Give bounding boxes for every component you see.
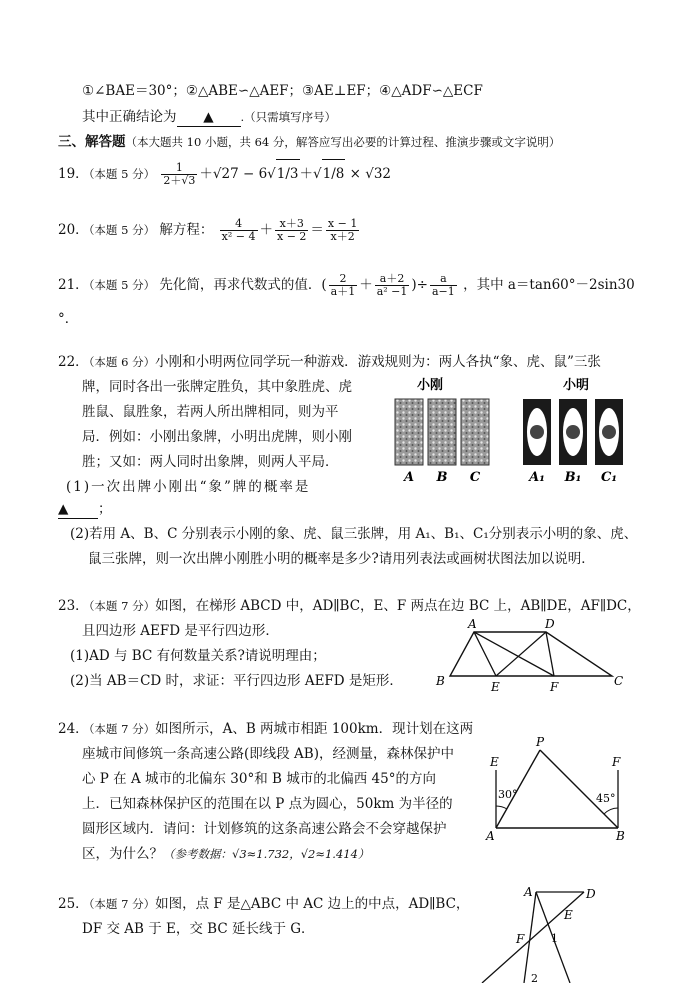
q22-sub-2-line-2: 鼠三张牌，则一次出牌小刚胜小明的概率是多少?请用列表法或画树状图法加以说明． — [88, 551, 595, 567]
q22-sub-1-answer — [58, 500, 112, 519]
q23-sub-2: (2)当 AB＝CD 时，求证：平行四边形 AEFD 是矩形． — [70, 673, 403, 689]
q21 — [58, 270, 635, 300]
q25-label-a: A — [524, 885, 533, 899]
q20 — [58, 215, 361, 245]
q21-num: 21． — [58, 277, 89, 293]
q21-frac-2: $\frac{a+2}{\text{a² −1}}$ — [376, 272, 408, 298]
q24-angle-arc-a — [496, 806, 507, 809]
q19-fraction: $\frac{1}{2+√3}$ — [163, 161, 196, 187]
q25-figure — [478, 882, 618, 983]
q25-segment-dg — [482, 892, 584, 983]
q24-label-p: P — [536, 735, 545, 749]
q20-num: 20． — [58, 222, 89, 238]
q24-line-6 — [82, 845, 369, 863]
q24-label-e: E — [490, 755, 499, 769]
q23-label-b: B — [436, 674, 445, 688]
q24-line-5: 圆形区域内．请问：计划修筑的这条高速公路会不会穿越保护 — [82, 821, 447, 837]
q21-score: （本题 5 分） — [88, 278, 156, 292]
q19: 19．（本题 5 分） $\frac{1}{2+√3}$ ＋√27 − 6√1/3＋√1/8 × √32 — [58, 161, 392, 187]
q23-label-f: F — [550, 680, 559, 694]
q22-score: （本题 6 分） — [88, 355, 156, 369]
q20-eq: ＝ — [310, 222, 324, 238]
q24-label-f: F — [612, 755, 621, 769]
q24-line-2: 座城市间修筑一条高速公路(即线段 AB)，经测量，森林保护中 — [82, 746, 454, 762]
q19-sqrt-2: 1/8 — [322, 159, 346, 188]
q19-plus: ＋ — [299, 166, 313, 182]
q21-div: )÷ — [411, 277, 428, 293]
q25-label-2: 2 — [531, 972, 538, 983]
q23-label-e: E — [491, 680, 500, 694]
q22-label-a: A — [403, 470, 415, 485]
q19-num: 19． — [58, 166, 89, 182]
q20-frac-2: $\frac{x+3}{x - 2}$ — [277, 217, 307, 243]
q22-label-b1: B₁ — [564, 470, 582, 485]
q22-card-c — [461, 399, 489, 465]
q24-score: （本题 7 分） — [88, 722, 156, 736]
q24-line-1 — [58, 720, 473, 738]
q24-label-a: A — [486, 829, 495, 843]
q24-triangle-figure — [484, 732, 634, 844]
section3-title: 三、解答题 — [58, 134, 126, 150]
q20-lead: 解方程： — [159, 222, 214, 238]
q22-card-a — [395, 399, 423, 465]
q21-frac-3: $\frac{a}{a-1}$ — [432, 272, 455, 298]
q22-label-a1: A₁ — [529, 470, 545, 485]
q22-sub-2-line-1: (2)若用 A、B、C 分别表示小刚的象、虎、鼠三张牌，用 A₁、B₁、C₁分别表示小明的象、虎、 — [70, 526, 638, 542]
q22-sub-1: (1)一次出牌小刚出“象”牌的概率是 — [66, 479, 311, 495]
section3-note: （本大题共 10 小题，共 64 分，解答应写出必要的计算过程、推演步骤或文字说明） — [125, 135, 561, 149]
q18-options: ①∠BAE＝30°；②△ABE∽△AEF；③AE⊥EF；④△ADF∽△ECF — [82, 83, 483, 99]
q25-score: （本题 7 分） — [88, 897, 156, 911]
q23-label-c: C — [614, 674, 624, 688]
q23-label-d: D — [545, 618, 555, 631]
q25-label-d: D — [586, 887, 596, 901]
q24-label-b: B — [616, 829, 625, 843]
q24-angle-30: 30° — [498, 788, 518, 801]
q25-segment-ac — [524, 892, 536, 983]
q20-op: ＋ — [259, 222, 273, 238]
q24-reference: （参考数据：√3≈1.732，√2≈1.414） — [163, 847, 370, 861]
q22-label-b: B — [436, 470, 448, 485]
q23-trapezoid — [450, 632, 612, 676]
q22-fig-title-left: 小刚 — [416, 378, 444, 393]
q23-line-1 — [58, 597, 641, 615]
q25-label-f: F — [516, 932, 525, 946]
q21-op: ＋ — [359, 277, 373, 293]
q23-trapezoid-figure — [430, 618, 630, 696]
q22-sub-1-end: ； — [98, 501, 112, 517]
q21-frac-1: $\frac{2}{a+1}$ — [330, 272, 356, 298]
q24-text-1: 如图所示，A、B 两城市相距 100km．现计划在这两 — [155, 721, 474, 737]
q22-line-2: 牌，同时各出一张牌定胜负，其中象胜虎、虎 — [82, 379, 352, 395]
q21-tail-2: °． — [58, 311, 79, 327]
q19-term-2: ＋√27 − 6 — [199, 166, 268, 182]
q20-frac-3: $\frac{x - 1}{x+2}$ — [327, 217, 358, 243]
q23-line-2: 且四边形 AEFD 是平行四边形． — [82, 623, 279, 639]
q24-line-3: 心 P 在 A 城市的北偏东 30°和 B 城市的北偏西 45°的方向 — [82, 771, 436, 787]
q23-label-a: A — [468, 618, 477, 631]
q22-num: 22． — [58, 354, 89, 370]
q22-line-1 — [58, 353, 601, 371]
q19-score: （本题 5 分） — [88, 167, 156, 181]
q22-fig-title-right: 小明 — [562, 378, 590, 393]
q18-answer-suffix: .（只需填写序号） — [240, 110, 337, 124]
q23-num: 23． — [58, 598, 89, 614]
q22-text-1: 小刚和小明两位同学玩一种游戏．游戏规则为：两人各执“象、虎、鼠”三张 — [155, 354, 601, 370]
section3-header — [58, 133, 560, 151]
q23-score: （本题 7 分） — [88, 599, 156, 613]
q22-card-figure — [390, 375, 646, 487]
q18-answer-line — [82, 108, 336, 127]
q20-frac-1: $\frac{4}{\text{x² − 4}}$ — [221, 217, 256, 243]
q25-label-e: E — [564, 908, 573, 922]
q18-answer-blank: ▲ — [177, 108, 241, 127]
q19-tail: × √32 — [349, 166, 392, 182]
q22-card-b — [428, 399, 456, 465]
q22-label-c: C — [469, 470, 481, 485]
q21-tail: ，其中 a＝tan60°－2sin30 — [463, 277, 635, 293]
q24-segment-bp — [540, 750, 618, 828]
q23-text-1: 如图，在梯形 ABCD 中，AD∥BC，E、F 两点在边 BC 上，AB∥DE，AF∥DC， — [155, 598, 641, 614]
q19-sqrt-1: 1/3 — [276, 159, 300, 188]
q22-line-3: 胜鼠、鼠胜象，若两人所出牌相同，则为平 — [82, 404, 339, 420]
q25-label-1: 1 — [551, 932, 558, 945]
q21-lead: 先化简，再求代数式的值．( — [159, 277, 327, 293]
q20-score: （本题 5 分） — [88, 223, 156, 237]
q22-line-4: 局．例如：小刚出象牌，小明出虎牌，则小刚 — [82, 429, 352, 445]
q25-text-1: 如图，点 F 是△ABC 中 AC 边上的中点，AD∥BC， — [155, 896, 470, 912]
q22-line-5: 胜；又如：两人同时出象牌，则两人平局． — [82, 454, 339, 470]
q23-line-df — [546, 632, 554, 676]
q24-line-4: 上．已知森林保护区的范围在以 P 点为圆心，50km 为半径的 — [82, 796, 453, 812]
q24-num: 24． — [58, 721, 89, 737]
q24-angle-arc-b — [604, 808, 618, 814]
q25-num: 25． — [58, 896, 89, 912]
q25-line-2: DF 交 AB 于 E，交 BC 延长线于 G． — [82, 921, 315, 937]
q25-line-1 — [58, 895, 469, 913]
q24-text-6: 区，为什么？ — [82, 846, 163, 862]
q18-answer-prefix: 其中正确结论为 — [82, 109, 177, 125]
q22-sub-1-blank: ▲ — [58, 500, 98, 519]
q24-angle-45: 45° — [596, 792, 616, 805]
q23-line-de — [496, 632, 546, 676]
q22-label-c1: C₁ — [600, 470, 618, 485]
q23-line-af — [474, 632, 554, 676]
q23-sub-1: (1)AD 与 BC 有何数量关系?请说明理由； — [70, 648, 326, 664]
